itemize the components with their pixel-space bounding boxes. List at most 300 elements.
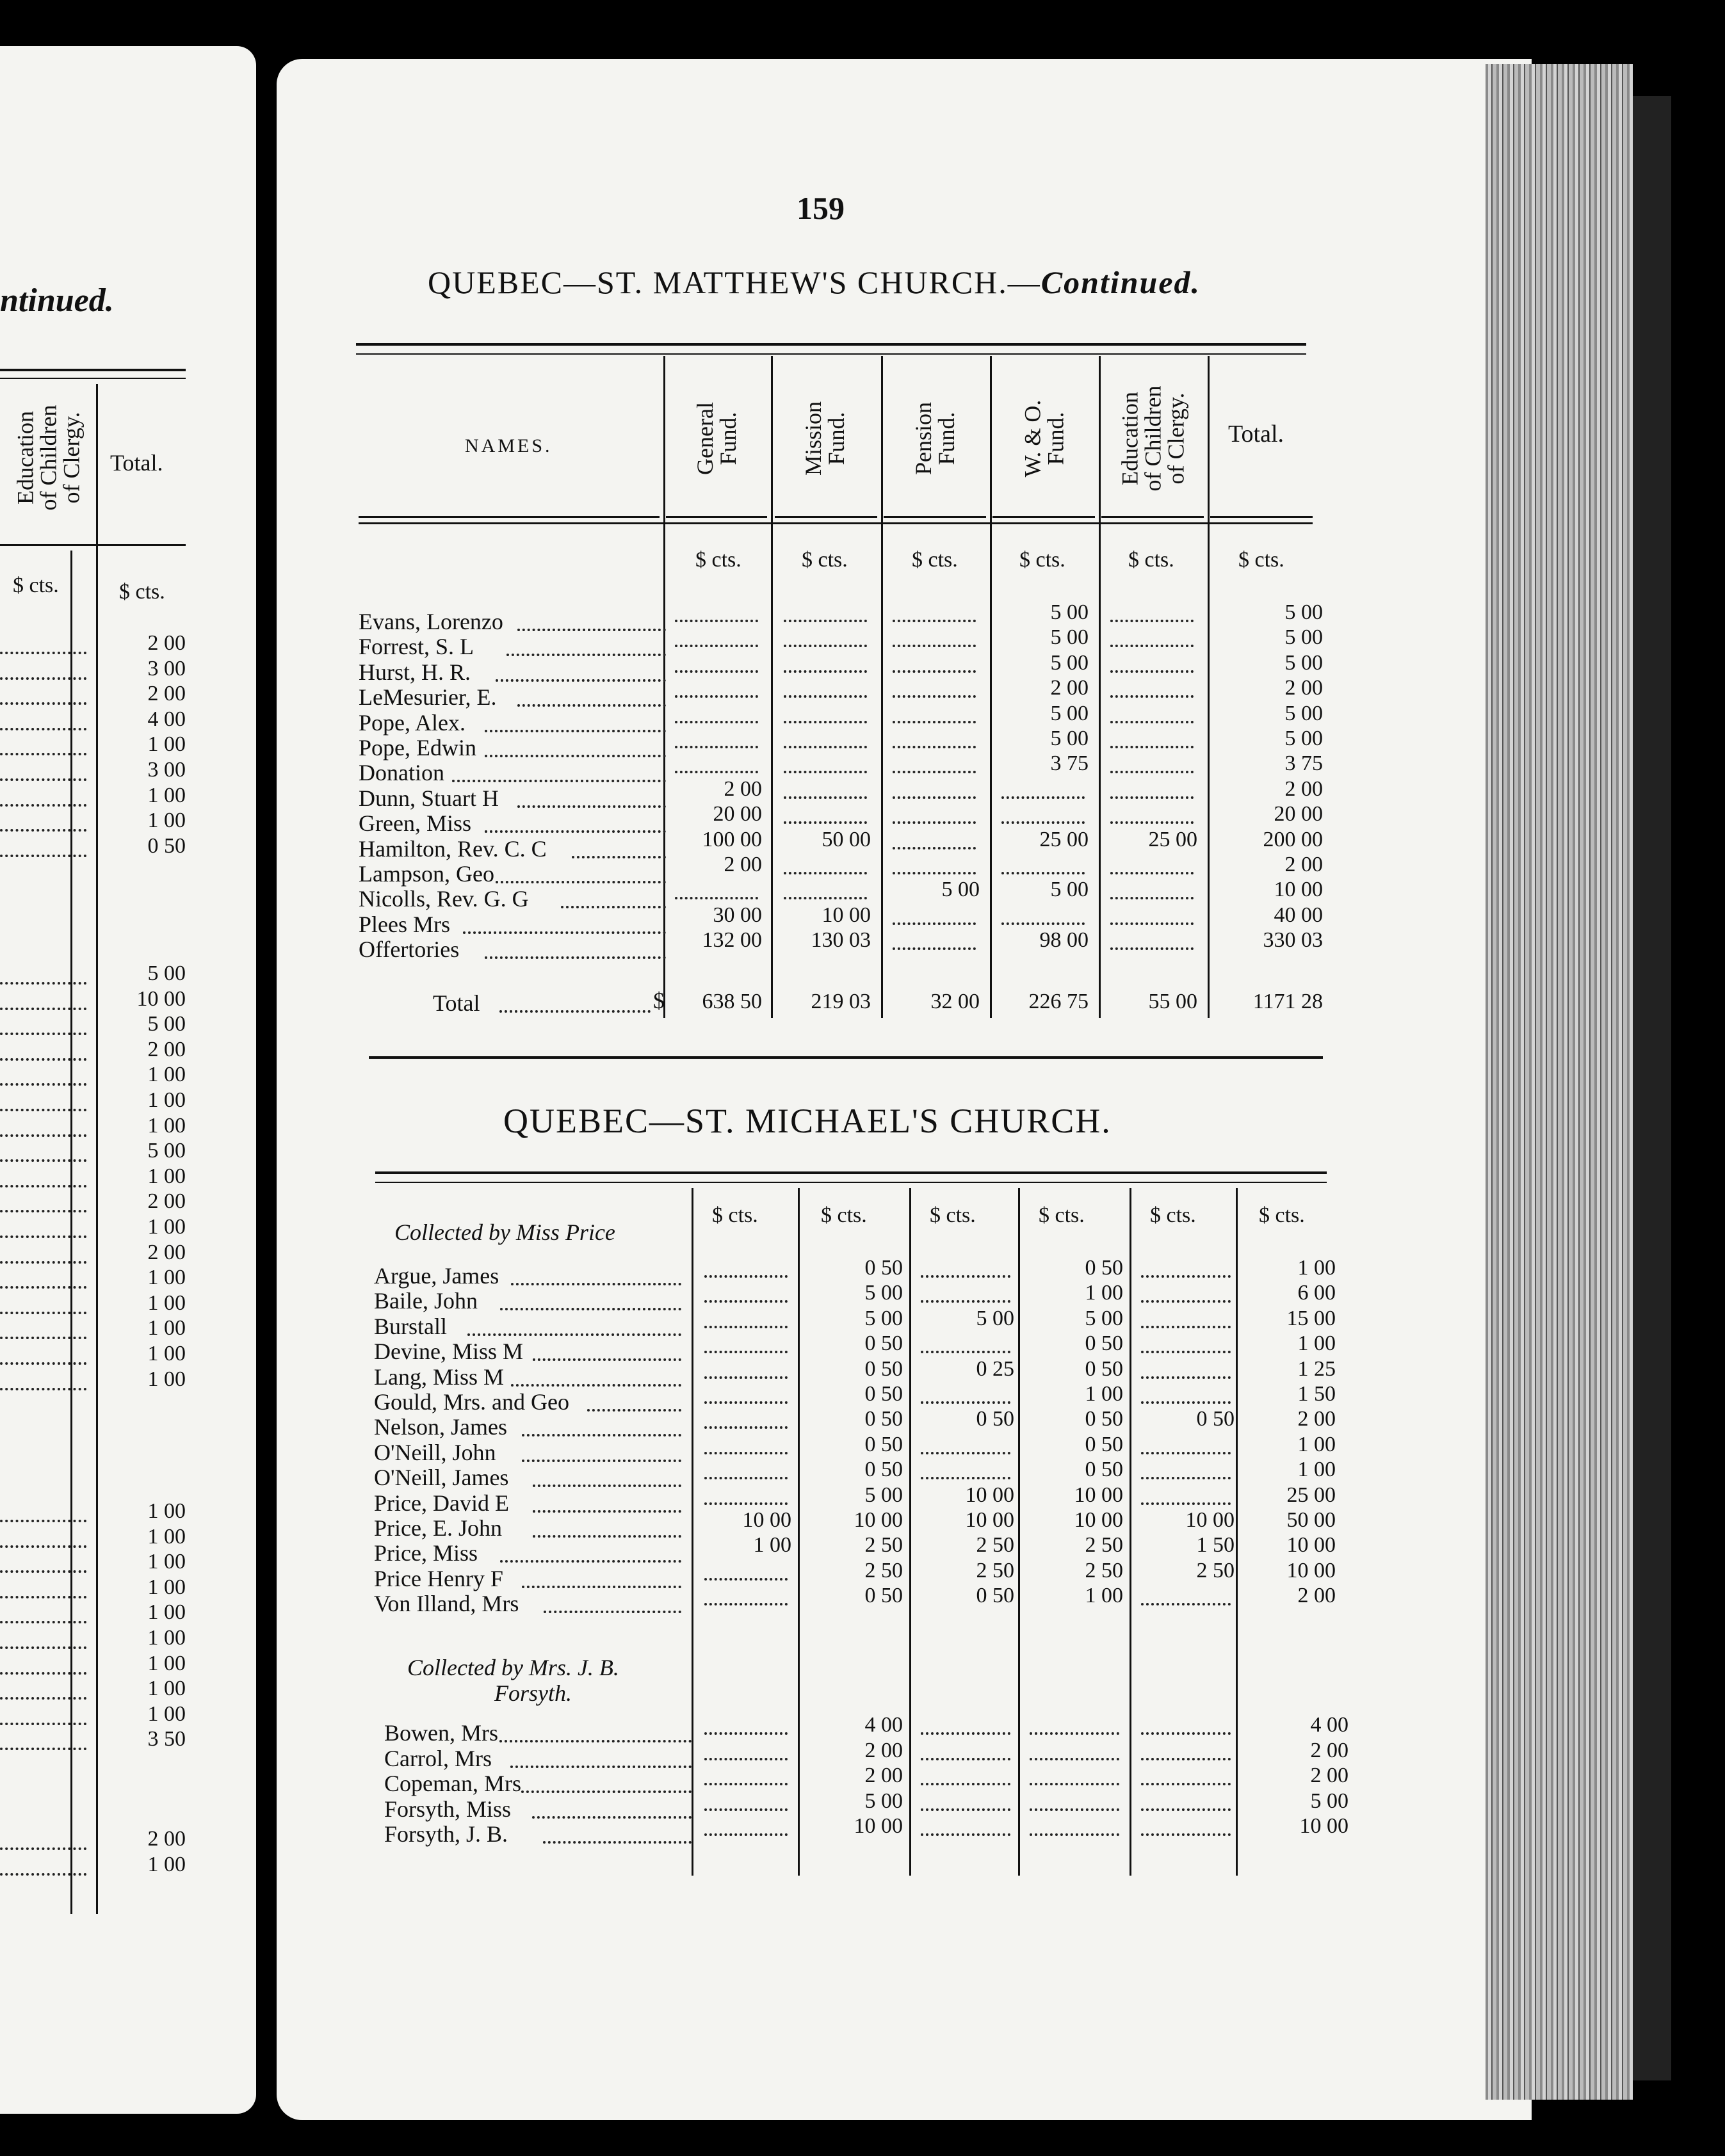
left-total-value: 1 00 [147,1677,186,1701]
left-leader-dots [0,1033,86,1035]
matthew-empty-cell-dots [1110,721,1194,723]
michael-collector-label: Collected by Miss Price [394,1219,615,1245]
michael-cell-c4: 5 00 [1085,1306,1123,1330]
matthew-header-underline [992,516,1095,518]
matthew-empty-cell-dots [893,922,976,925]
left-unit-b: $ cts. [119,580,165,604]
matthew-header-underline [1210,516,1313,518]
michael-column-rule [1236,1188,1238,1876]
left-leader-dots [0,982,86,985]
matthew-column-rule [771,356,773,1018]
left-leader-dots [0,1646,86,1649]
matthew-cell-total: 330 03 [1263,928,1323,953]
left-leader-dots [0,677,86,680]
matthew-leader-dots [517,629,666,631]
michael-empty-cell-dots [1141,1783,1231,1785]
michael-unit-label: $ cts. [712,1203,758,1227]
michael-empty-cell-dots [1141,1376,1231,1379]
michael-leader-dots [522,1586,681,1588]
michael-row-name: Carrol, Mrs [384,1745,492,1771]
michael-cell-total: 2 00 [1310,1764,1348,1788]
left-leader-dots [0,829,86,832]
michael-cell-c2: 0 50 [864,1584,903,1608]
matthew-header-underline [884,516,986,518]
michael-cell-total: 15 00 [1286,1306,1336,1330]
matthew-empty-cell-dots [784,670,867,673]
michael-empty-cell-dots [921,1477,1010,1479]
left-total-value: 1 00 [147,1063,186,1087]
left-header-bottom-rule [0,544,186,546]
michael-cell-c2: 0 50 [864,1256,903,1280]
matthew-unit-label: $ cts. [695,548,741,572]
left-total-value: 2 00 [147,1189,186,1214]
left-total-value: 0 50 [147,833,186,858]
michael-empty-cell-dots [1141,1732,1231,1735]
matthew-header-total: Total. [1228,421,1284,447]
michael-cell-c5: 1 50 [1196,1533,1235,1557]
left-leader-dots [0,1109,86,1111]
matthew-empty-cell-dots [1001,922,1085,925]
michael-cell-c2: 4 00 [864,1713,903,1737]
michael-leader-dots [521,1790,692,1793]
matthew-empty-cell-dots [675,771,758,773]
matthew-row-name: Green, Miss [359,810,471,837]
michael-empty-cell-dots [704,1502,788,1505]
michael-cell-total: 4 00 [1310,1713,1348,1737]
matthew-cell-general: 20 00 [713,802,762,826]
michael-cell-c2: 10 00 [854,1814,903,1838]
michael-cell-c4: 0 50 [1085,1331,1123,1356]
matthew-empty-cell-dots [893,771,976,773]
matthew-empty-cell-dots [784,796,867,799]
michael-title: QUEBEC—ST. MICHAEL'S CHURCH. [503,1102,1112,1140]
matthew-row-name: Forrest, S. L [359,634,474,660]
left-leader-dots [0,778,86,781]
matthew-empty-cell-dots [893,847,976,849]
left-total-value: 1 00 [147,1316,186,1340]
left-leader-dots [0,1388,86,1390]
left-total-value: 1 00 [147,808,186,833]
left-leader-dots [0,1083,86,1086]
matthew-cell-wo: 3 75 [1050,752,1089,776]
matthew-leader-dots [485,830,666,833]
left-leader-dots [0,1723,86,1725]
michael-cell-c4: 10 00 [1074,1483,1123,1507]
matthew-header-wo: W. & O. Fund. [1019,399,1068,478]
matthew-column-rule [881,356,883,1018]
left-total-value: 1 00 [147,1291,186,1315]
matthew-empty-cell-dots [1001,872,1085,874]
left-total-value: 1 00 [147,1266,186,1290]
matthew-header-pension: Pension Fund. [910,401,959,476]
michael-cell-c4: 0 50 [1085,1256,1123,1280]
matthew-header-mission: Mission Fund. [800,401,849,476]
michael-cell-c4: 0 50 [1085,1356,1123,1381]
matthew-row-name: Evans, Lorenzo [359,609,503,634]
matthew-cell-wo: 5 00 [1050,625,1089,650]
matthew-header-underline [775,516,877,518]
left-total-value: 1 00 [147,732,186,757]
michael-row-name: Forsyth, J. B. [384,1821,508,1847]
left-header-education: Education of Children of Clergy. [12,405,85,511]
matthew-row-name: Pope, Alex. [359,709,466,736]
michael-cell-total: 10 00 [1286,1558,1336,1582]
matthew-row-name: Donation [359,760,444,786]
matthew-row-name: Hamilton, Rev. C. C [359,835,547,862]
michael-leader-dots [533,1510,681,1513]
left-leader-dots [0,1520,86,1522]
left-leader-dots [0,1570,86,1573]
left-header-rule [0,369,186,371]
michael-empty-cell-dots [1141,1351,1231,1353]
matthew-header-underline [359,516,660,518]
michael-leader-dots [543,1841,692,1844]
matthew-empty-cell-dots [893,821,976,824]
michael-empty-cell-dots [1030,1808,1119,1811]
michael-row-name: Price, David E [374,1490,509,1516]
michael-row-name: Price, E. John [374,1515,502,1541]
matthew-empty-cell-dots [1001,796,1085,799]
michael-empty-cell-dots [921,1783,1010,1785]
michael-unit-label: $ cts. [821,1203,867,1227]
matthew-cell-total: 2 00 [1284,676,1323,700]
michael-empty-cell-dots [704,1351,788,1353]
left-leader-dots [0,1286,86,1289]
left-leader-dots [0,804,86,807]
book-page-edge [1486,64,1633,2100]
left-total-value: 3 00 [147,656,186,680]
matthew-empty-cell-dots [1110,821,1194,824]
matthew-title-main: QUEBEC—ST. MATTHEW'S CHURCH.— [428,264,1041,300]
michael-cell-c4: 2 50 [1085,1533,1123,1557]
matthew-column-rule [990,356,992,1018]
matthew-empty-cell-dots [893,872,976,874]
michael-empty-cell-dots [704,1833,788,1836]
michael-leader-dots [511,1384,681,1387]
matthew-empty-cell-dots [893,620,976,622]
michael-column-rule [798,1188,800,1876]
michael-cell-c3: 0 50 [976,1584,1014,1608]
michael-cell-total: 10 00 [1286,1533,1336,1557]
matthew-top-rule-2 [356,353,1306,355]
michael-row-name: O'Neill, James [374,1465,509,1491]
michael-cell-c2: 2 00 [864,1764,903,1788]
michael-empty-cell-dots [704,1783,788,1785]
matthew-row-name: Lampson, Geo [359,861,494,887]
left-leader-dots [0,855,86,857]
left-total-value: 2 00 [147,1240,186,1264]
left-total-value: 1 00 [147,783,186,807]
michael-cell-total: 25 00 [1286,1483,1336,1507]
michael-cell-total: 5 00 [1310,1789,1348,1813]
matthew-cell-total: 10 00 [1274,878,1323,902]
matthew-title [428,264,1201,301]
matthew-empty-cell-dots [784,746,867,748]
matthew-total-dollar: $ [653,988,665,1013]
michael-row-name: Baile, John [374,1288,478,1314]
matthew-header-education: Education of Children of Clergy. [1116,385,1188,492]
michael-empty-cell-dots [921,1732,1010,1735]
matthew-row-name: Dunn, Stuart H [359,785,499,811]
michael-row-name: Nelson, James [374,1414,507,1440]
michael-cell-c1: 1 00 [753,1533,791,1557]
michael-empty-cell-dots [704,1300,788,1303]
michael-row-name: Price Henry F [374,1565,503,1591]
matthew-total-label: Total [433,990,480,1016]
michael-cell-c2: 0 50 [864,1458,903,1482]
michael-empty-cell-dots [1030,1732,1119,1735]
left-leader-dots [0,1697,86,1700]
matthew-empty-cell-dots [1110,645,1194,647]
left-total-value: 4 00 [147,707,186,731]
michael-cell-c4: 1 00 [1085,1382,1123,1406]
left-total-value: 5 00 [147,1012,186,1036]
michael-cell-c5: 10 00 [1185,1508,1235,1532]
left-leader-dots [0,1312,86,1314]
michael-empty-cell-dots [704,1275,788,1278]
matthew-column-rule [663,356,665,1018]
left-total-value: 3 00 [147,758,186,782]
matthew-cell-total: 5 00 [1284,650,1323,675]
michael-cell-c4: 0 50 [1085,1458,1123,1482]
michael-empty-cell-dots [1141,1326,1231,1328]
michael-empty-cell-dots [704,1401,788,1404]
michael-leader-dots [532,1816,692,1819]
left-total-value: 2 00 [147,631,186,655]
michael-empty-cell-dots [704,1477,788,1479]
left-total-value: 1 00 [147,1852,186,1876]
matthew-leader-dots [463,931,666,934]
matthew-total-mission: 219 03 [811,990,871,1013]
left-leader-dots [0,1210,86,1212]
matthew-total-dots [499,1010,651,1013]
left-total-value: 1 00 [147,1701,186,1726]
left-leader-dots [0,753,86,755]
michael-top-rule-2 [375,1182,1327,1183]
book-spine-shadow [1633,96,1671,2080]
matthew-empty-cell-dots [784,821,867,824]
michael-empty-cell-dots [1141,1300,1231,1303]
michael-empty-cell-dots [921,1275,1010,1278]
michael-leader-dots [533,1358,681,1361]
michael-cell-c4: 2 50 [1085,1558,1123,1582]
michael-cell-c2: 0 50 [864,1356,903,1381]
matthew-row-name: Nicolls, Rev. G. G [359,886,529,912]
michael-cell-total: 2 00 [1297,1407,1336,1431]
michael-row-name: O'Neill, John [374,1439,496,1465]
michael-cell-total: 2 00 [1297,1584,1336,1608]
left-unit-a: $ cts. [13,574,59,597]
michael-cell-c1: 10 00 [742,1508,791,1532]
matthew-empty-cell-dots [784,897,867,899]
michael-cell-c4: 1 00 [1085,1584,1123,1608]
matthew-total-wo: 226 75 [1028,990,1089,1013]
matthew-row-name: Offertories [359,937,460,963]
matthew-leader-dots [496,679,666,682]
matthew-empty-cell-dots [1110,695,1194,698]
left-leader-dots [0,1748,86,1750]
matthew-row-name: LeMesurier, E. [359,684,497,711]
michael-collector2-line1: Collected by Mrs. J. B. [407,1655,619,1680]
michael-cell-total: 1 25 [1297,1356,1336,1381]
matthew-total-total: 1171 28 [1252,990,1323,1013]
matthew-empty-cell-dots [784,645,867,647]
michael-leader-dots [533,1535,681,1538]
michael-cell-c2: 0 50 [864,1407,903,1431]
matthew-title-continued: Continued. [1041,264,1201,300]
left-total-value: 1 00 [147,1215,186,1239]
michael-top-rule [375,1171,1327,1174]
matthew-empty-cell-dots [893,670,976,673]
left-total-value: 3 50 [147,1727,186,1751]
michael-leader-dots [587,1409,681,1412]
left-leader-dots [0,1847,86,1850]
matthew-empty-cell-dots [893,746,976,748]
matthew-top-rule [356,343,1306,346]
michael-cell-c3: 5 00 [976,1306,1014,1330]
michael-leader-dots [500,1308,681,1310]
michael-row-name: Burstall [374,1313,447,1339]
michael-empty-cell-dots [704,1758,788,1760]
michael-empty-cell-dots [921,1300,1010,1303]
left-page-heading-fragment: ntinued. [0,282,114,319]
left-total-value: 5 00 [147,1139,186,1163]
matthew-row-name: Pope, Edwin [359,735,476,760]
michael-leader-dots [533,1484,681,1487]
matthew-empty-cell-dots [784,695,867,698]
michael-cell-c2: 2 50 [864,1533,903,1557]
matthew-cell-general: 2 00 [724,853,762,876]
page-number: 159 [797,190,845,226]
left-leader-dots [0,1185,86,1187]
matthew-empty-cell-dots [675,746,758,748]
matthew-empty-cell-dots [784,771,867,773]
michael-leader-dots [499,1740,692,1742]
matthew-leader-dots [485,730,666,732]
left-total-value: 5 00 [147,961,186,985]
matthew-cell-general: 30 00 [713,903,762,927]
matthew-cell-total: 40 00 [1274,903,1323,927]
michael-row-name: Copeman, Mrs [384,1771,521,1797]
michael-cell-total: 2 00 [1310,1738,1348,1762]
matthew-cell-total: 5 00 [1284,701,1323,725]
michael-cell-c3: 2 50 [976,1558,1014,1582]
matthew-leader-dots [506,654,666,656]
michael-cell-c2: 0 50 [864,1331,903,1356]
michael-cell-c2: 2 50 [864,1558,903,1582]
matthew-empty-cell-dots [1110,796,1194,799]
matthew-leader-dots [452,780,666,782]
left-leader-dots [0,1362,86,1365]
matthew-unit-label: $ cts. [1238,548,1284,572]
left-total-value: 1 00 [147,1550,186,1574]
michael-row-name: Bowen, Mrs [384,1720,498,1746]
matthew-empty-cell-dots [1110,670,1194,673]
michael-row-name: Von Illand, Mrs [374,1591,519,1617]
michael-cell-c2: 5 00 [864,1306,903,1330]
left-total-value: 1 00 [147,1651,186,1675]
matthew-empty-cell-dots [675,645,758,647]
matthew-cell-general: 132 00 [702,928,762,953]
michael-collector2-line2: Forsyth. [494,1680,572,1706]
michael-empty-cell-dots [704,1376,788,1379]
matthew-empty-cell-dots [893,947,976,950]
michael-empty-cell-dots [704,1603,788,1605]
michael-leader-dots [467,1333,681,1336]
matthew-cell-wo: 2 00 [1050,676,1089,700]
michael-leader-dots [500,1560,681,1563]
michael-row-name: Argue, James [374,1263,499,1289]
left-total-value: 1 00 [147,1524,186,1549]
matthew-total-general: 638 50 [702,990,762,1013]
matthew-cell-wo: 5 00 [1050,650,1089,675]
matthew-header-underline [666,516,767,518]
left-leader-dots [0,1672,86,1675]
michael-cell-c5: 0 50 [1196,1407,1235,1431]
michael-empty-cell-dots [1030,1783,1119,1785]
left-leader-dots [0,1008,86,1010]
michael-leader-dots [510,1766,692,1768]
matthew-cell-wo: 25 00 [1039,827,1089,851]
matthew-cell-total: 2 00 [1284,776,1323,801]
michael-row-name: Forsyth, Miss [384,1796,512,1822]
matthew-cell-total: 3 75 [1284,752,1323,776]
left-total-value: 10 00 [136,986,186,1011]
michael-cell-c2: 5 00 [864,1483,903,1507]
left-header-rule-2 [0,378,186,379]
matthew-cell-general: 100 00 [702,827,762,851]
michael-cell-total: 1 00 [1297,1256,1336,1280]
matthew-total-pension: 32 00 [930,990,980,1013]
matthew-unit-label: $ cts. [1019,548,1065,572]
michael-cell-c2: 2 00 [864,1738,903,1762]
matthew-leader-dots [517,704,666,707]
matthew-empty-cell-dots [675,721,758,723]
left-total-value: 1 00 [147,1626,186,1650]
michael-cell-total: 6 00 [1297,1281,1336,1305]
michael-cell-c5: 2 50 [1196,1558,1235,1582]
matthew-column-rule [1099,356,1101,1018]
michael-cell-c3: 2 50 [976,1533,1014,1557]
michael-empty-cell-dots [704,1326,788,1328]
left-leader-dots [0,652,86,654]
left-leader-dots [0,1337,86,1339]
matthew-cell-mission: 50 00 [822,827,871,851]
matthew-header-bottom-rule [359,522,1313,524]
michael-unit-label: $ cts. [1259,1203,1305,1227]
michael-cell-c4: 10 00 [1074,1508,1123,1532]
michael-cell-c2: 10 00 [854,1508,903,1532]
michael-row-name: Devine, Miss M [374,1339,523,1365]
michael-empty-cell-dots [921,1401,1010,1404]
matthew-cell-wo: 5 00 [1050,878,1089,902]
matthew-empty-cell-dots [893,695,976,698]
left-leader-dots [0,1058,86,1061]
matthew-cell-edu: 25 00 [1148,827,1197,851]
michael-empty-cell-dots [921,1833,1010,1836]
michael-empty-cell-dots [1141,1275,1231,1278]
michael-unit-label: $ cts. [1039,1203,1085,1227]
matthew-empty-cell-dots [784,620,867,622]
matthew-unit-label: $ cts. [1128,548,1174,572]
michael-empty-cell-dots [1141,1502,1231,1505]
michael-empty-cell-dots [921,1452,1010,1454]
matthew-header-general: General Fund. [692,402,741,475]
matthew-total-edu: 55 00 [1148,990,1197,1013]
michael-leader-dots [522,1460,681,1462]
michael-unit-label: $ cts. [1150,1203,1196,1227]
michael-empty-cell-dots [1141,1452,1231,1454]
